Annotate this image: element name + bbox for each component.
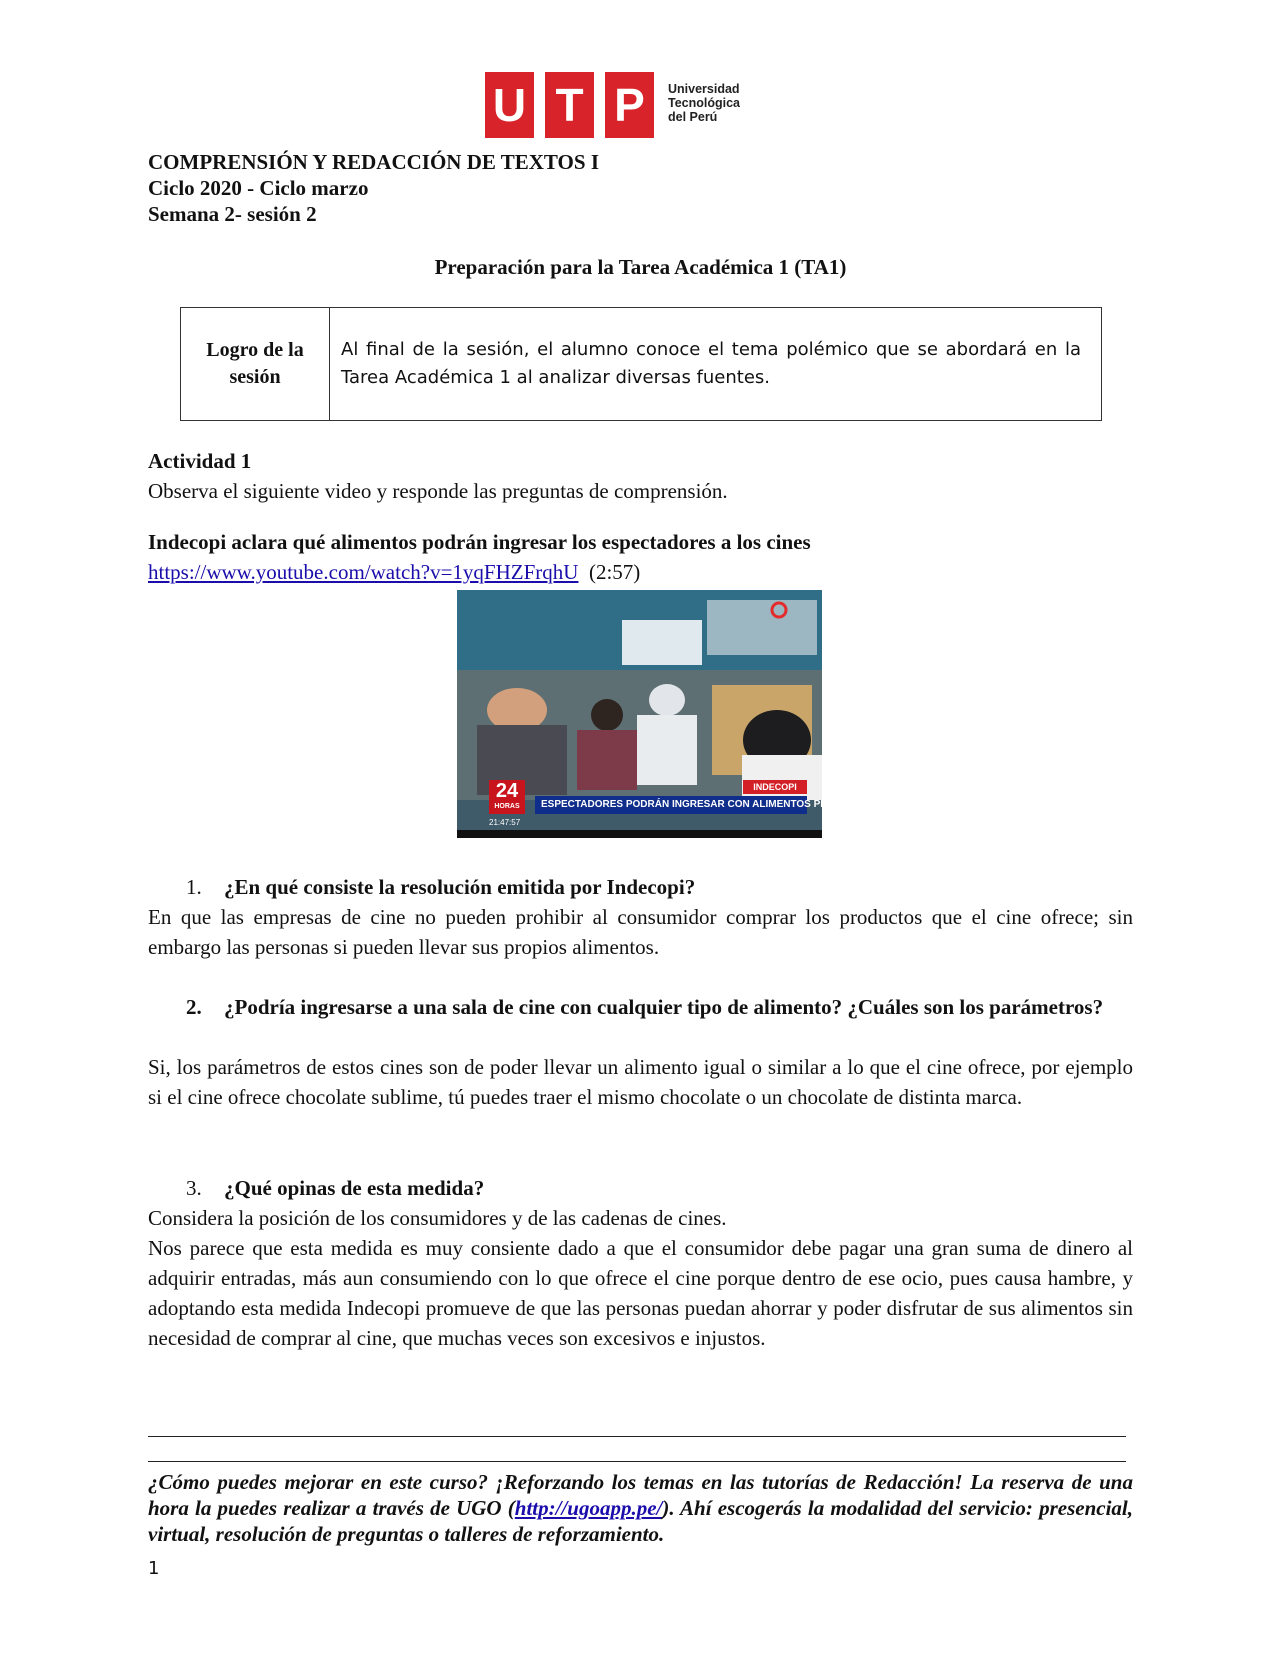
logo-university-name — [668, 82, 740, 124]
video-link[interactable]: https://www.youtube.com/watch?v=1yqFHZFrqhU — [148, 560, 579, 584]
video-caption: ESPECTADORES PODRÁN INGRESAR CON ALIMENTOS PROPIOS — [535, 796, 807, 814]
footer-text: ¿Cómo puedes mejorar en este curso? ¡Reforzando los temas en las tutorías de Redacción! La reserva de una hora la puedes realizar a través de UGO ( — [148, 1470, 1133, 1520]
video-thumbnail[interactable] — [457, 590, 860, 838]
answer-3: Nos parece que esta medida es muy consiente dado a que el consumidor debe pagar una gran suma de dinero al adquirir entradas, más aun consumiendo con lo que ofrece el cine porque dentro de ese ocio, pues causa hambre, y adoptando esta medida Indecopi promueve de que las personas puedan ahorrar y poder disfrutar de sus alimentos sin necesidad de comprar al cine, que muchas veces son excesivos e injustos. — [148, 1236, 1133, 1350]
channel-number: 24 — [495, 780, 519, 802]
logo-letter-t: T — [545, 72, 594, 138]
question-number: 1. — [186, 875, 202, 899]
channel-logo — [489, 780, 525, 814]
logro-label: Logro de la sesión — [181, 308, 330, 420]
utp-logo — [485, 72, 750, 138]
course-title: COMPRENSIÓN Y REDACCIÓN DE TEXTOS I — [148, 150, 599, 174]
video-timestamp: 21:47:57 — [489, 818, 521, 827]
video-bottom-bar — [457, 830, 822, 838]
question-3-hint: Considera la posición de los consumidores y de las cadenas de cines. — [148, 1206, 727, 1230]
session-line: Semana 2- sesión 2 — [148, 202, 317, 226]
cycle-line: Ciclo 2020 - Ciclo marzo — [148, 176, 369, 200]
video-title: Indecopi aclara qué alimentos podrán ingresar los espectadores a los cines — [148, 530, 811, 554]
video-news-tag: INDECOPI — [743, 780, 807, 794]
divider-line — [148, 1461, 1126, 1462]
logo-letter-u: U — [485, 72, 534, 138]
activity-title: Actividad 1 — [148, 449, 252, 473]
question-text: ¿Qué opinas de esta medida? — [224, 1176, 485, 1200]
logro-table — [180, 307, 1102, 421]
video-link-line — [148, 557, 1133, 587]
answer-1: En que las empresas de cine no pueden prohibir al consumidor comprar los productos que el cine ofrece; sin embargo las personas si pueden llevar sus propios alimentos. — [148, 905, 1133, 959]
question-2: ¿Podría ingresarse a una sala de cine con cualquier tipo de alimento? ¿Cuáles son los parámetros? — [224, 995, 1104, 1019]
question-number: 3. — [186, 1176, 202, 1200]
question-1 — [186, 872, 695, 902]
logo-letter-p: P — [605, 72, 654, 138]
ugo-link[interactable]: http://ugoapp.pe/ — [514, 1496, 663, 1520]
divider-line — [148, 1436, 1126, 1437]
question-2-number: 2. — [186, 995, 202, 1019]
question-3 — [186, 1173, 484, 1203]
logo-name-line: Universidad — [668, 82, 740, 96]
logo-name-line: Tecnológica — [668, 96, 741, 110]
footer-note — [148, 1469, 1133, 1547]
logro-text: Al final de la sesión, el alumno conoce el tema polémico que se abordará en la Tarea Académica 1 al analizar diversas fuentes. — [341, 339, 1081, 388]
footer-text: ). Ahí escogerás la modalidad del servicio: presencial, virtual, resolución de preguntas o talleres de reforzamiento. — [148, 1496, 1133, 1546]
answer-2: Si, los parámetros de estos cines son de poder llevar un alimento igual o similar a lo que el cine ofrece, por ejemplo si el cine ofrece chocolate sublime, tú puedes traer el mismo chocolate o un chocolate de distinta marca. — [148, 1055, 1133, 1109]
video-duration: (2:57) — [588, 560, 641, 584]
channel-label: HORAS — [494, 803, 520, 810]
page-title: Preparación para la Tarea Académica 1 (TA1) — [434, 255, 847, 279]
question-text: ¿En qué consiste la resolución emitida por Indecopi? — [224, 875, 696, 899]
logo-name-line: del Perú — [668, 110, 718, 124]
page-number: 1 — [148, 1558, 160, 1579]
activity-instruction: Observa el siguiente video y responde las preguntas de comprensión. — [148, 479, 728, 503]
